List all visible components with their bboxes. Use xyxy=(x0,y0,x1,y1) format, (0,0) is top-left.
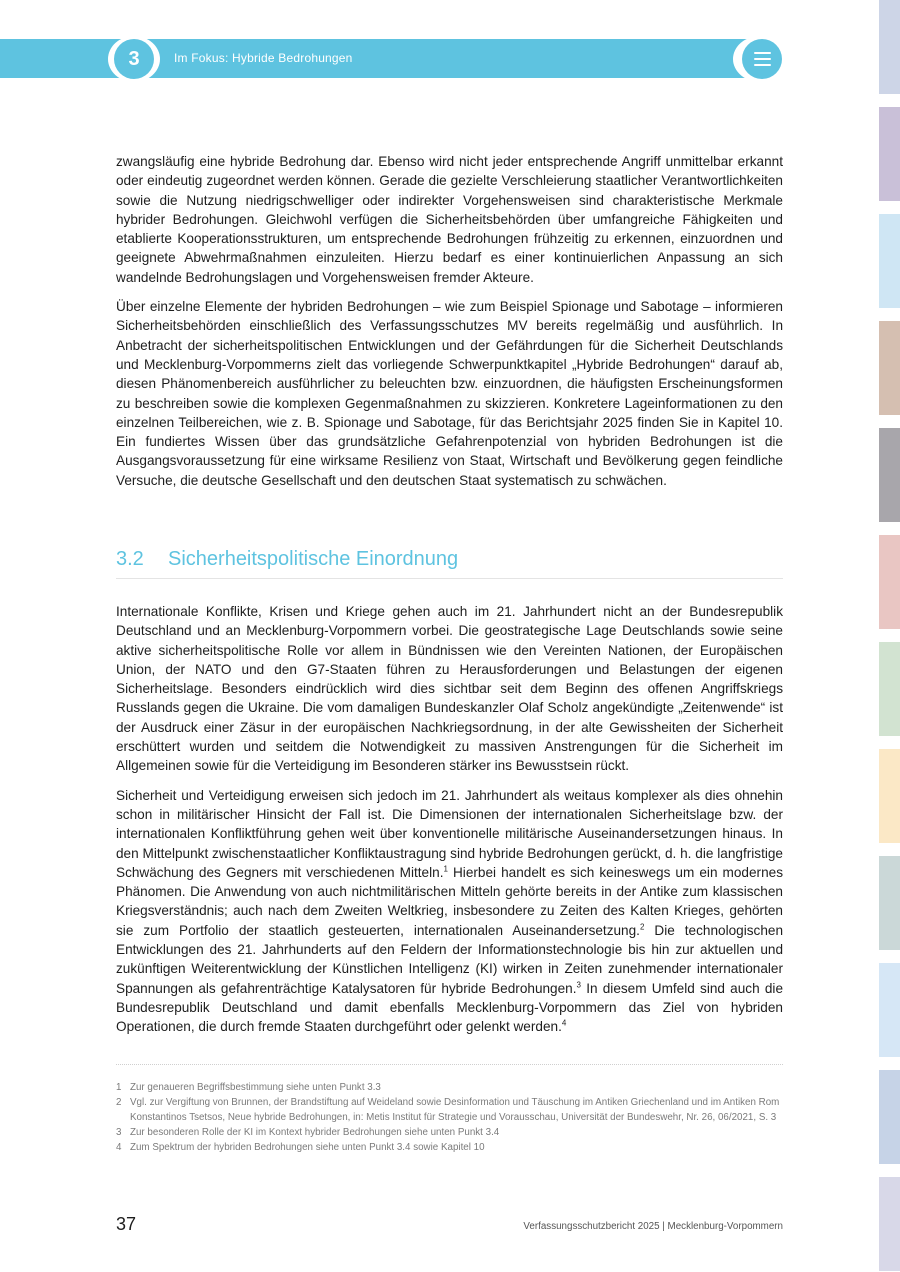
chapter-tab[interactable] xyxy=(879,107,900,201)
footnote-text: Zur besonderen Rolle der KI im Kontext hybrider Bedrohungen siehe unten Punkt 3.4 xyxy=(130,1127,500,1138)
chapter-tab[interactable] xyxy=(879,535,900,629)
paragraph xyxy=(116,786,783,1037)
chapter-tab[interactable] xyxy=(879,642,900,736)
menu-button[interactable] xyxy=(742,39,782,79)
paragraph: zwangsläufig eine hybride Bedrohung dar. Ebenso wird nicht jeder entsprechende Angriff unmittelbar erkannt oder eindeutig zugeordnet werden können. Gerade die gezielte Verschleierung staatlicher Verantwortlichkeiten sowie die Nutzung niedrigschwelliger oder indirekter Vorgehensweisen sind charakteristische Merkmale hybrider Bedrohungen. Gleichwohl verfügen die Sicherheitsbehörden über umfangreiche Fähigkeiten und etablierte Kooperationsstrukturen, um entsprechende Bedrohungen frühzeitig zu erkennen, einzuordnen und geeignete Abwehrmaßnahmen einzuleiten. Hierzu bedarf es einer kontinuierlichen Anpassung an sich wandelnde Bedrohungslagen und Vorgehensweisen fremder Akteure. xyxy=(116,154,783,285)
footnote-number: 4 xyxy=(116,1142,122,1153)
chapter-tab[interactable] xyxy=(879,0,900,94)
chapter-tab[interactable] xyxy=(879,963,900,1057)
footnote xyxy=(116,1080,783,1095)
menu-icon xyxy=(754,52,771,54)
footer-publication: Verfassungsschutzbericht 2025 | Mecklenburg-Vorpommern xyxy=(523,1221,783,1232)
section-title: Sicherheitspolitische Einordnung xyxy=(168,548,459,570)
paragraph-text: In diesem Umfeld sind auch die Bundesrepublik Deutschland und damit ebenfalls Mecklenburg-Vorpommern das Ziel von hybriden Operationen, die durch fremde Staaten durchgeführt oder gelenkt werden. xyxy=(116,980,784,1035)
footnotes xyxy=(116,1080,783,1155)
footnote-ref[interactable]: 3 xyxy=(576,980,581,990)
text-block-top xyxy=(116,152,783,490)
footnote-divider xyxy=(116,1064,783,1065)
footnote-number: 1 xyxy=(116,1082,122,1093)
footnote-number: 2 xyxy=(116,1097,122,1108)
chapter-tab[interactable] xyxy=(879,428,900,522)
footnote-ref[interactable]: 4 xyxy=(561,1018,567,1028)
section-heading xyxy=(116,544,783,579)
chapter-title: Im Fokus: Hybride Bedrohungen xyxy=(174,51,353,65)
chapter-tab[interactable] xyxy=(879,856,900,950)
footnote xyxy=(116,1140,783,1155)
footnote-text: Zur genaueren Begriffsbestimmung siehe unten Punkt 3.3 xyxy=(130,1082,381,1093)
chapter-tab[interactable] xyxy=(879,1177,900,1271)
menu-icon xyxy=(754,58,771,60)
footnote-ref[interactable]: 1 xyxy=(443,864,448,874)
chapter-number-badge: 3 xyxy=(114,39,154,79)
footnote-text: Vgl. zur Vergiftung von Brunnen, der Brandstiftung auf Weideland sowie Desinformation und Täuschung im Antiken Griechenland und im Antiken Rom Konstantinos Tsetsos, Neue hybride Bedrohungen, in: Metis Institut für Strategie und Vorausschau, Universität der Bundeswehr, Nr. 26, 06/2021, S. 3 xyxy=(130,1097,780,1123)
footnote xyxy=(116,1125,783,1140)
footnote xyxy=(116,1095,783,1125)
paragraph: Über einzelne Elemente der hybriden Bedrohungen – wie zum Beispiel Spionage und Sabotage – informieren Sicherheitsbehörden einschließlich des Verfassungsschutzes MV bereits regelmäßig und ausführlich. In Anbetracht der sicherheitspolitischen Entwicklungen und der Gefährdungen für die Sicherheit Deutschlands und Mecklenburg-Vorpommerns zielt das vorliegende Schwerpunktkapitel „Hybride Bedrohungen“ darauf ab, diesen Phänomenbereich ausführlicher zu beleuchten bzw. einzuordnen, die häufigsten Erscheinungsformen zu beschreiben sowie die komplexen Gegenmaßnahmen zu skizzieren. Konkretere Lageinformationen zu den einzelnen Teilbereichen, wie z. B. Spionage und Sabotage, für das Berichtsjahr 2025 finden Sie in Kapitel 10. Ein fundiertes Wissen über das grundsätzliche Gefahrenpotenzial von hybriden Bedrohungen ist die Ausgangsvoraussetzung für eine wirksame Resilienz von Staat, Wirtschaft und Bevölkerung gegen feindliche Versuche, die deutsche Gesellschaft und den deutschen Staat systematisch zu schwächen. xyxy=(116,299,783,488)
chapter-tab[interactable] xyxy=(879,1070,900,1164)
paragraph-text: Die technologischen Entwicklungen des 21. Jahrhunderts auf den Feldern der Informationstechnologie bis hin zur aktuellen und zukünftigen Weiterentwicklung der Künstlichen Intelligenz (KI) wirken in Zeiten zunehmender internationaler Spannungen als gefahrenträchtige Katalysatoren für hybride Bedrohungen. xyxy=(116,922,784,996)
text-block-bottom xyxy=(116,602,783,1037)
page-number: 37 xyxy=(116,1214,137,1234)
footnote-text: Zum Spektrum der hybriden Bedrohungen siehe unten Punkt 3.4 sowie Kapitel 10 xyxy=(130,1142,485,1153)
paragraph-text: Hierbei handelt es sich keineswegs um ein modernes Phänomen. Die Anwendung von auch nichtmilitärischen Mitteln gehörte bereits in der Antike zum klassischen Kriegsverständnis; auch nach dem Zweiten Weltkrieg, insbesondere zu Zeiten des Kalten Krieges, gehörten sie zum Portfolio der staatlich gesteuerten, internationalen Auseinandersetzung. xyxy=(116,864,783,938)
chapter-tab[interactable] xyxy=(879,214,900,308)
chapter-tab[interactable] xyxy=(879,749,900,843)
menu-icon xyxy=(754,64,771,66)
footnote-ref[interactable]: 2 xyxy=(639,922,645,932)
paragraph: Internationale Konflikte, Krisen und Kriege gehen auch im 21. Jahrhundert nicht an der Bundesrepublik Deutschland und an Mecklenburg-Vorpommern vorbei. Die geostrategische Lage Deutschlands sowie seine aktive sicherheitspolitische Rolle vor allem in Bündnissen wie den Vereinten Nationen, der Europäischen Union, der NATO und den G7-Staaten führen zu Herausforderungen und Belastungen der eigenen Sicherheitslage. Besonders eindrücklich wird dies sichtbar seit dem Beginn des offenen Angriffskriegs Russlands gegen die Ukraine. Die vom damaligen Bundeskanzler Olaf Scholz angekündigte „Zeitenwende“ ist der Ausdruck einer Zäsur in der europäischen Nachkriegsordnung, in der alte Gewissheiten der Sicherheit erschüttert wurden und seitdem die Notwendigkeit zu massiven Anstrengungen für die Sicherheit im Allgemeinen sowie für die Verteidigung im Besonderen stärker ins Bewusstsein rückt. xyxy=(116,604,783,774)
paragraph-text: Sicherheit und Verteidigung erweisen sich jedoch im 21. Jahrhundert als weitaus komplexer als dies ohnehin schon in militärischer Hinsicht der Fall ist. Die Dimensionen der internationalen Sicherheitslage bzw. der internationalen Konfliktführung gehen weit über konventionelle militärische Auseinandersetzungen hinaus. In den Mittelpunkt zwischenstaatlicher Konfliktaustragung sind hybride Bedrohungen gerückt, d. h. die langfristige Schwächung des Gegners mit verschiedenen Mitteln. xyxy=(116,787,783,880)
chapter-tab[interactable] xyxy=(879,321,900,415)
section-number: 3.2 xyxy=(116,548,144,570)
footnote-number: 3 xyxy=(116,1127,122,1138)
